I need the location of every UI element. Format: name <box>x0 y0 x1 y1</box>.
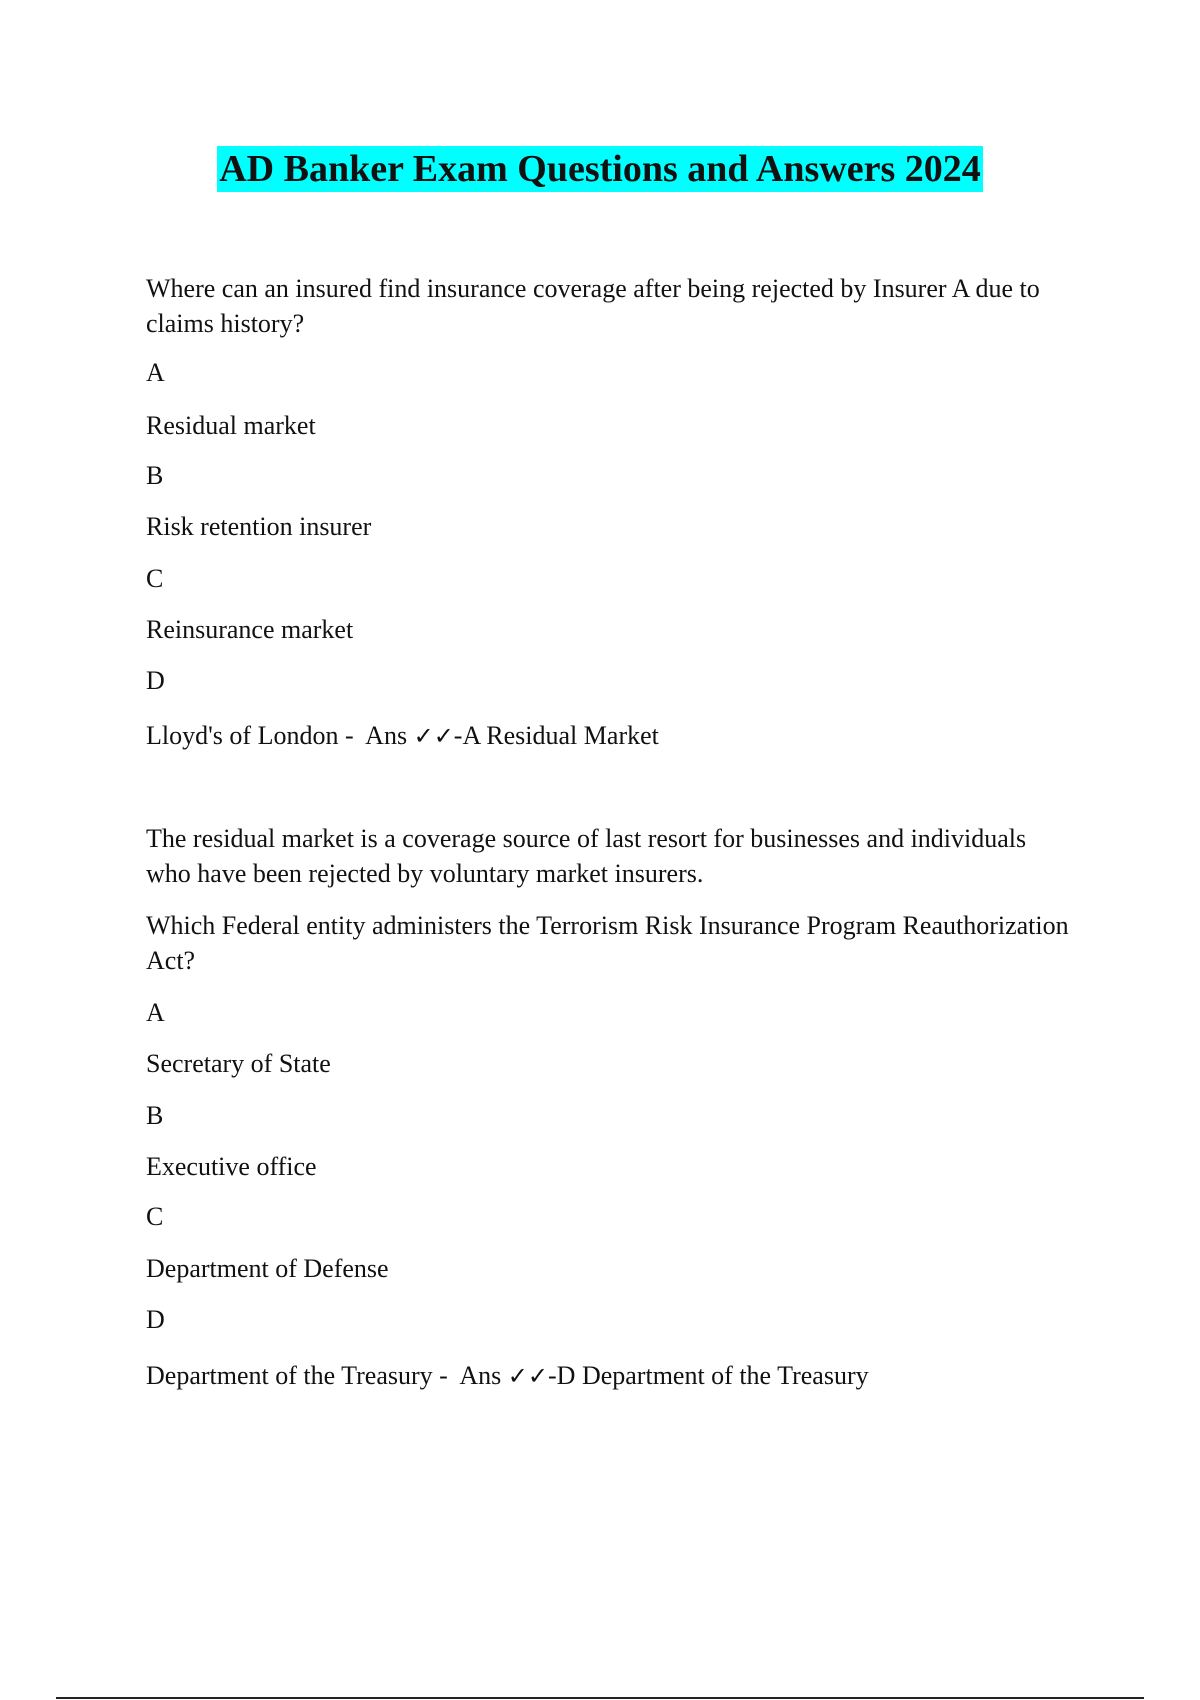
answer-prefix: - Ans <box>432 1361 508 1390</box>
title-wrapper <box>0 146 1200 192</box>
question-1-explanation: The residual market is a coverage source of last resort for businesses and individuals who have been rejected by voluntary market insurers. <box>146 824 1027 888</box>
question-1-text: Where can an insured find insurance coverage after being rejected by Insurer A due to claims history? <box>146 274 1040 338</box>
question-1-answer: -A Residual Market <box>453 721 659 750</box>
footer-divider <box>56 1697 1144 1699</box>
question-2-option-b-letter: B <box>146 1101 164 1130</box>
question-2-option-a-text: Secretary of State <box>146 1049 331 1078</box>
question-2-option-d-letter: D <box>146 1305 165 1334</box>
question-1-option-c-letter: C <box>146 564 164 593</box>
question-1-option-d-text: Lloyd's of London <box>146 721 339 750</box>
question-2-answer: -D Department of the Treasury <box>548 1361 869 1390</box>
question-1-answer-line <box>146 718 659 754</box>
question-1-option-b-text: Risk retention insurer <box>146 512 372 541</box>
question-1-option-a-text: Residual market <box>146 411 316 440</box>
answer-prefix: - Ans <box>338 721 414 750</box>
question-1-option-d-letter: D <box>146 666 165 695</box>
question-2-option-c-letter: C <box>146 1202 164 1231</box>
question-2-option-a-letter: A <box>146 998 165 1027</box>
question-1-option-a-letter: A <box>146 358 165 387</box>
question-2-option-c-text: Department of Defense <box>146 1254 389 1283</box>
document-title: AD Banker Exam Questions and Answers 2024 <box>219 148 981 190</box>
question-1-option-c-text: Reinsurance market <box>146 615 354 644</box>
question-2-answer-line <box>146 1358 869 1394</box>
question-2-text: Which Federal entity administers the Terrorism Risk Insurance Program Reauthorization Act? <box>146 911 1069 975</box>
question-2-option-b-text: Executive office <box>146 1152 317 1181</box>
question-2-option-d-text: Department of the Treasury <box>146 1361 433 1390</box>
question-1-option-b-letter: B <box>146 461 164 490</box>
double-check-icon: ✓✓ <box>413 722 454 750</box>
double-check-icon: ✓✓ <box>507 1362 549 1390</box>
